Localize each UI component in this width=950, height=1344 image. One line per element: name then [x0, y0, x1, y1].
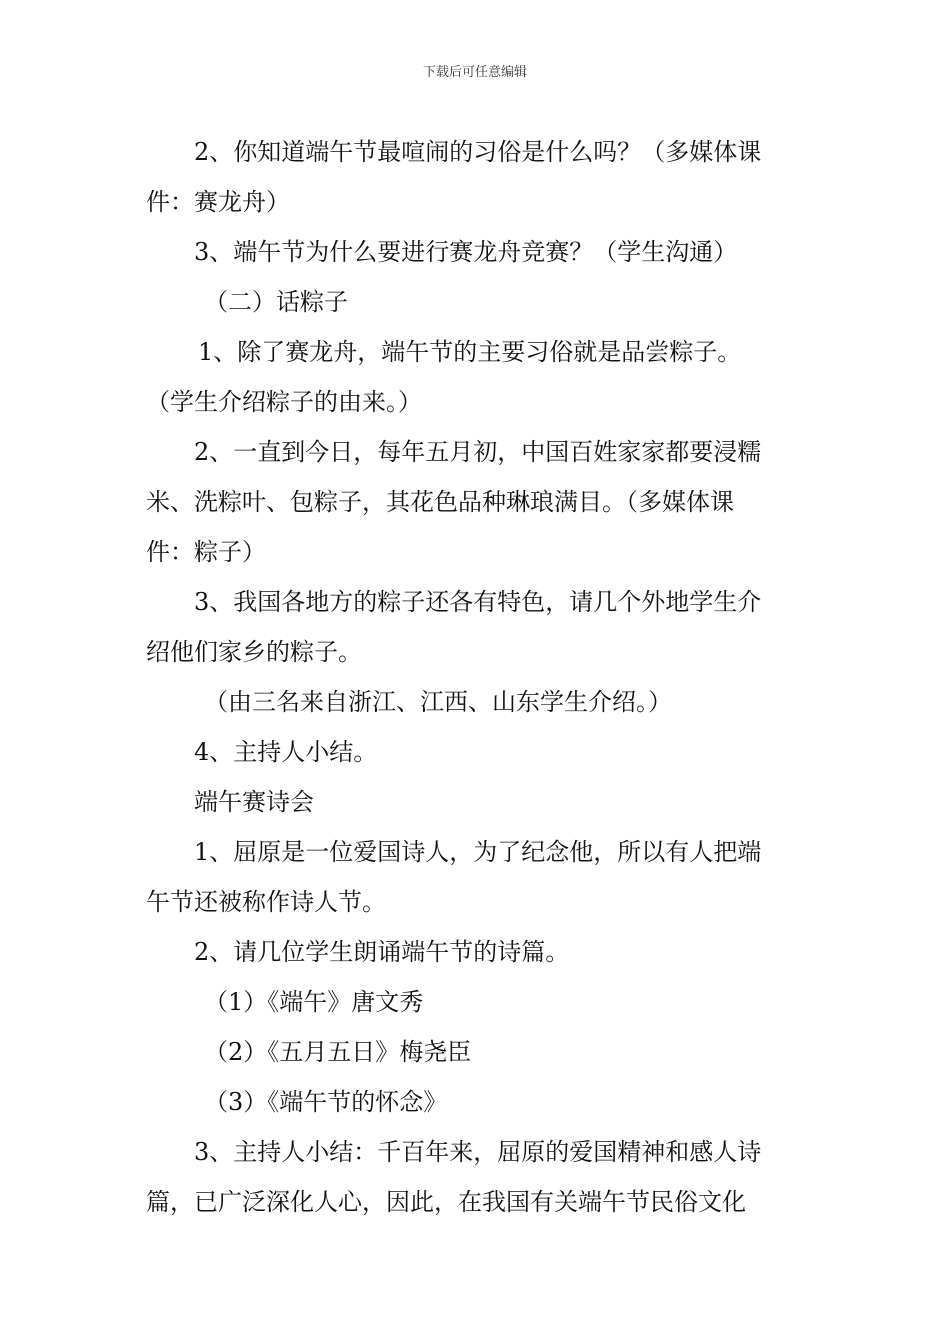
text-line: 2、一直到今日，每年五月初，中国百姓家家都要浸糯: [194, 438, 762, 466]
text-line: 篇，已广泛深化人心，因此，在我国有关端午节民俗文化: [146, 1188, 746, 1216]
text-line: 件：粽子）: [146, 538, 266, 566]
text-line: 午节还被称作诗人节。: [146, 888, 386, 916]
text-line: 2、你知道端午节最喧闹的习俗是什么吗？（多媒体课: [194, 138, 762, 166]
text-line: （1）《端午》唐文秀: [204, 988, 424, 1016]
text-line: （二）话粽子: [204, 288, 348, 316]
text-line: （学生介绍粽子的由来。）: [146, 388, 422, 416]
text-line: 端午赛诗会: [194, 788, 314, 816]
text-line: 件：赛龙舟）: [146, 188, 290, 216]
text-line: 1、屈原是一位爱国诗人，为了纪念他，所以有人把端: [194, 838, 762, 866]
text-line: （2）《五月五日》梅尧臣: [204, 1038, 472, 1066]
page-header: 下载后可任意编辑: [422, 65, 527, 80]
document-body: [146, 127, 811, 1227]
text-line: 1、除了赛龙舟，端午节的主要习俗就是品尝粽子。: [198, 338, 742, 366]
text-line: 4、主持人小结。: [194, 738, 378, 766]
text-line: 3、端午节为什么要进行赛龙舟竞赛？（学生沟通）: [194, 238, 738, 266]
text-line: 绍他们家乡的粽子。: [146, 638, 362, 666]
text-line: 米、洗粽叶、包粽子，其花色品种琳琅满目。（多媒体课: [146, 488, 734, 516]
text-line: （3）《端午节的怀念》: [204, 1088, 448, 1116]
text-line: （由三名来自浙江、江西、山东学生介绍。）: [204, 688, 672, 716]
text-line: 2、请几位学生朗诵端午节的诗篇。: [194, 938, 570, 966]
text-line: 3、我国各地方的粽子还各有特色，请几个外地学生介: [194, 588, 762, 616]
text-line: 3、主持人小结：千百年来，屈原的爱国精神和感人诗: [194, 1138, 762, 1166]
